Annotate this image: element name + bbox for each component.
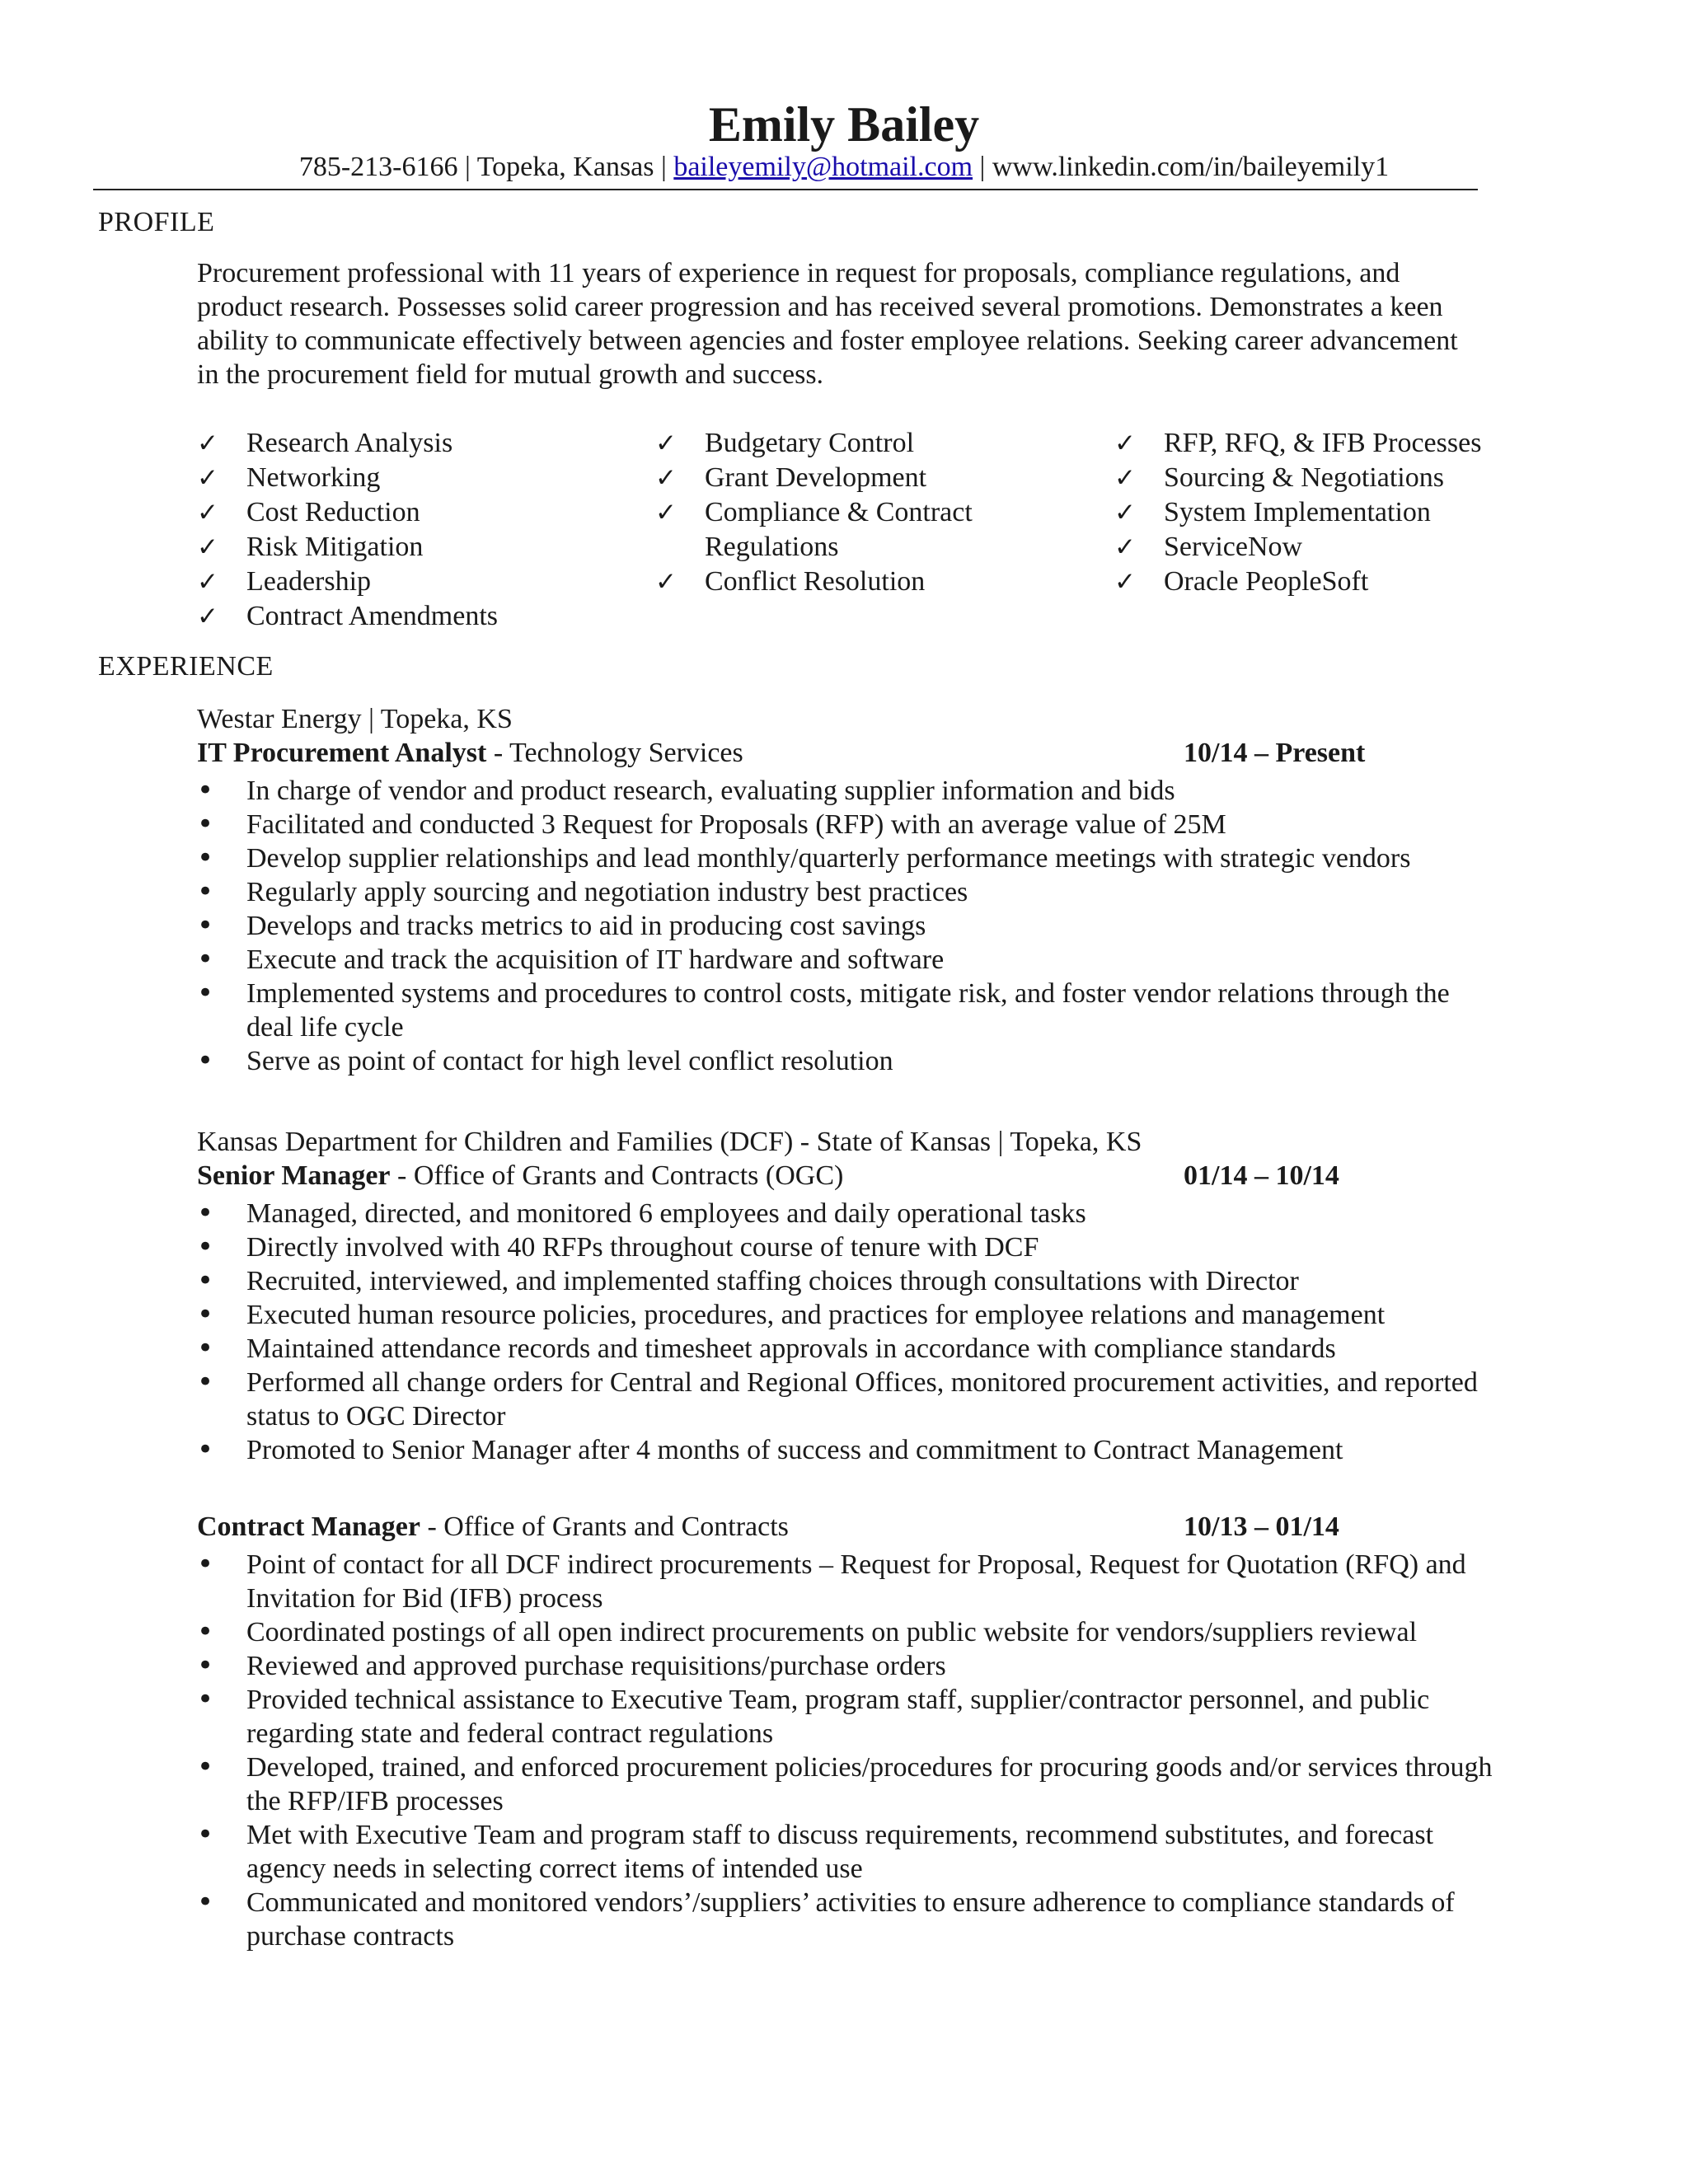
skill-item xyxy=(1114,495,1485,530)
bullet-text: Point of contact for all DCF indirect procurements – Request for Proposal, Request for Quotation (RFQ) and Invitation for Bid (IFB) process xyxy=(246,1549,1466,1614)
bullet-icon: • xyxy=(197,1615,214,1648)
skill-item xyxy=(197,426,626,461)
bullet-text: Coordinated postings of all open indirect procurements on public website for vendors/suppliers reviewal xyxy=(246,1617,1418,1647)
skill-item xyxy=(655,495,1034,565)
bullet-item xyxy=(197,841,1499,875)
skill-item xyxy=(197,565,626,599)
bullet-item xyxy=(197,1649,1499,1683)
skill-label: Conflict Resolution xyxy=(705,566,926,597)
job-title-line xyxy=(197,1159,843,1193)
bullet-icon: • xyxy=(197,909,214,942)
checkmark-icon: ✓ xyxy=(655,498,677,527)
checkmark-icon: ✓ xyxy=(655,567,677,597)
skill-label: Risk Mitigation xyxy=(246,532,424,562)
contact-line xyxy=(0,149,1688,185)
job-department: - Technology Services xyxy=(486,738,743,768)
bullet-item xyxy=(197,1332,1499,1366)
bullet-item xyxy=(197,808,1499,841)
bullet-icon: • xyxy=(197,977,214,1010)
skill-item xyxy=(197,599,626,634)
job-dates: 10/14 – Present xyxy=(1184,738,1366,768)
skill-label: Networking xyxy=(246,462,381,493)
skill-item xyxy=(655,565,1034,599)
checkmark-icon: ✓ xyxy=(197,463,218,493)
bullet-icon: • xyxy=(197,1649,214,1682)
skill-item xyxy=(197,530,626,565)
bullet-item xyxy=(197,909,1499,943)
bullet-item xyxy=(197,1818,1499,1886)
bullet-text: Communicated and monitored vendors’/suppliers’ activities to ensure adherence to compliance standards of purchase contracts xyxy=(246,1887,1455,1952)
bullet-icon: • xyxy=(197,1298,214,1331)
email-link[interactable]: baileyemily@hotmail.com xyxy=(673,152,973,182)
bullet-text: Facilitated and conducted 3 Request for Proposals (RFP) with an average value of 25M xyxy=(246,809,1226,840)
candidate-name: Emily Bailey xyxy=(708,97,980,152)
skill-item xyxy=(1114,530,1485,565)
bullet-text: Execute and track the acquisition of IT hardware and software xyxy=(246,944,945,975)
checkmark-icon: ✓ xyxy=(1114,498,1136,527)
bullet-item xyxy=(197,875,1499,909)
bullet-item xyxy=(197,1615,1499,1649)
skill-label: Compliance & Contract Regulations xyxy=(705,497,973,562)
skill-item xyxy=(197,495,626,530)
bullet-item xyxy=(197,943,1499,977)
bullet-text: Serve as point of contact for high level conflict resolution xyxy=(246,1046,893,1076)
bullet-icon: • xyxy=(197,1044,214,1077)
bullet-item xyxy=(197,1044,1499,1078)
bullet-icon: • xyxy=(197,1818,214,1851)
bullet-icon: • xyxy=(197,841,214,874)
checkmark-icon: ✓ xyxy=(197,498,218,527)
checkmark-icon: ✓ xyxy=(1114,567,1136,597)
bullet-icon: • xyxy=(197,1548,214,1581)
skill-label: ServiceNow xyxy=(1164,532,1303,562)
skill-label: Research Analysis xyxy=(246,428,453,458)
skill-item xyxy=(1114,565,1485,599)
skill-item xyxy=(1114,461,1485,495)
checkmark-icon: ✓ xyxy=(655,429,677,458)
job-dates: 10/13 – 01/14 xyxy=(1184,1511,1339,1542)
skill-label: System Implementation xyxy=(1164,497,1431,527)
skill-label: RFP, RFQ, & IFB Processes xyxy=(1164,428,1482,458)
bullet-icon: • xyxy=(197,1230,214,1263)
bullet-item xyxy=(197,1886,1499,1953)
skill-label: Leadership xyxy=(246,566,372,597)
linkedin-url: www.linkedin.com/in/baileyemily1 xyxy=(992,152,1390,182)
job-title: Senior Manager xyxy=(197,1160,391,1191)
job-title-line xyxy=(197,1510,789,1544)
bullet-icon: • xyxy=(197,1886,214,1919)
job-bullets xyxy=(197,774,1499,1078)
bullet-text: Regularly apply sourcing and negotiation industry best practices xyxy=(246,877,968,907)
checkmark-icon: ✓ xyxy=(1114,463,1136,493)
bullet-item xyxy=(197,1750,1499,1818)
bullet-item xyxy=(197,1433,1499,1467)
skill-label: Cost Reduction xyxy=(246,497,420,527)
bullet-text: Managed, directed, and monitored 6 employees and daily operational tasks xyxy=(246,1198,1086,1229)
bullet-icon: • xyxy=(197,1197,214,1230)
skill-item xyxy=(655,461,1034,495)
bullet-text: Executed human resource policies, procedures, and practices for employee relations and management xyxy=(246,1300,1386,1330)
profile-summary: Procurement professional with 11 years of experience in request for proposals, compliance regulations, and product research. Possesses solid career progression and has received several promotions. Demonstrates a keen ability to communicate effectively between agencies and foster employee relations. Seeking career advancement in the procurement field for mutual growth and success. xyxy=(197,258,1458,390)
bullet-icon: • xyxy=(197,943,214,976)
job-dates: 01/14 – 10/14 xyxy=(1184,1160,1339,1191)
job-bullets xyxy=(197,1197,1499,1467)
bullet-text: Develop supplier relationships and lead monthly/quarterly performance meetings with strategic vendors xyxy=(246,843,1411,874)
bullet-text: Implemented systems and procedures to control costs, mitigate risk, and foster vendor relations through the deal life cycle xyxy=(246,978,1450,1043)
bullet-icon: • xyxy=(197,1264,214,1297)
bullet-icon: • xyxy=(197,1433,214,1466)
bullet-text: Provided technical assistance to Executive Team, program staff, supplier/contractor personnel, and public regarding state and federal contract regulations xyxy=(246,1685,1430,1749)
header-divider xyxy=(93,189,1478,190)
bullet-item xyxy=(197,1197,1499,1230)
bullet-text: Performed all change orders for Central and Regional Offices, monitored procurement activities, and reported status to OGC Director xyxy=(246,1367,1478,1432)
skill-label: Budgetary Control xyxy=(705,428,915,458)
checkmark-icon: ✓ xyxy=(197,567,218,597)
employer-line: Kansas Department for Children and Families (DCF) - State of Kansas | Topeka, KS xyxy=(197,1127,1142,1157)
skill-item xyxy=(1114,426,1485,461)
bullet-text: Met with Executive Team and program staff to discuss requirements, recommend substitutes, and forecast agency needs in selecting correct items of intended use xyxy=(246,1820,1434,1884)
phone-number: 785-213-6166 xyxy=(298,152,458,182)
bullet-item xyxy=(197,1230,1499,1264)
employer-line: Westar Energy | Topeka, KS xyxy=(197,704,513,734)
bullet-text: Developed, trained, and enforced procurement policies/procedures for procuring goods and/or services through the RFP/IFB processes xyxy=(246,1752,1493,1816)
skill-label: Sourcing & Negotiations xyxy=(1164,462,1444,493)
checkmark-icon: ✓ xyxy=(1114,532,1136,562)
skill-label: Grant Development xyxy=(705,462,927,493)
bullet-item xyxy=(197,1298,1499,1332)
skills-column-3 xyxy=(1114,426,1485,599)
job-bullets xyxy=(197,1548,1499,1953)
skill-item xyxy=(655,426,1034,461)
separator: | xyxy=(661,152,667,182)
bullet-item xyxy=(197,977,1499,1044)
location: Topeka, Kansas xyxy=(476,152,654,182)
checkmark-icon: ✓ xyxy=(655,463,677,493)
bullet-text: Reviewed and approved purchase requisitions/purchase orders xyxy=(246,1651,946,1681)
separator: | xyxy=(979,152,986,182)
job-title: Contract Manager xyxy=(197,1511,420,1542)
bullet-text: In charge of vendor and product research, evaluating supplier information and bids xyxy=(246,776,1175,806)
bullet-icon: • xyxy=(197,875,214,908)
bullet-icon: • xyxy=(197,774,214,807)
checkmark-icon: ✓ xyxy=(197,602,218,631)
checkmark-icon: ✓ xyxy=(197,429,218,458)
bullet-icon: • xyxy=(197,1750,214,1783)
bullet-item xyxy=(197,774,1499,808)
profile-heading: PROFILE xyxy=(98,207,215,237)
job-department: - Office of Grants and Contracts xyxy=(420,1511,789,1542)
bullet-text: Maintained attendance records and timesheet approvals in accordance with compliance standards xyxy=(246,1333,1336,1364)
checkmark-icon: ✓ xyxy=(197,532,218,562)
checkmark-icon: ✓ xyxy=(1114,429,1136,458)
skill-label: Contract Amendments xyxy=(246,601,499,631)
separator: | xyxy=(465,152,471,182)
job-department: - Office of Grants and Contracts (OGC) xyxy=(390,1160,844,1191)
bullet-icon: • xyxy=(197,1332,214,1365)
skills-column-1 xyxy=(197,426,626,634)
bullet-icon: • xyxy=(197,1366,214,1399)
bullet-text: Directly involved with 40 RFPs throughout course of tenure with DCF xyxy=(246,1232,1039,1263)
skill-label: Oracle PeopleSoft xyxy=(1164,566,1369,597)
job-title-line xyxy=(197,736,743,770)
skills-column-2 xyxy=(655,426,1034,599)
experience-heading: EXPERIENCE xyxy=(98,651,274,682)
skill-item xyxy=(197,461,626,495)
bullet-item xyxy=(197,1683,1499,1750)
job-title: IT Procurement Analyst xyxy=(197,738,487,768)
bullet-icon: • xyxy=(197,808,214,841)
bullet-item xyxy=(197,1264,1499,1298)
bullet-text: Recruited, interviewed, and implemented staffing choices through consultations with Director xyxy=(246,1266,1299,1296)
bullet-item xyxy=(197,1366,1499,1433)
bullet-icon: • xyxy=(197,1683,214,1716)
bullet-item xyxy=(197,1548,1499,1615)
bullet-text: Develops and tracks metrics to aid in producing cost savings xyxy=(246,911,926,941)
bullet-text: Promoted to Senior Manager after 4 months of success and commitment to Contract Management xyxy=(246,1435,1343,1465)
